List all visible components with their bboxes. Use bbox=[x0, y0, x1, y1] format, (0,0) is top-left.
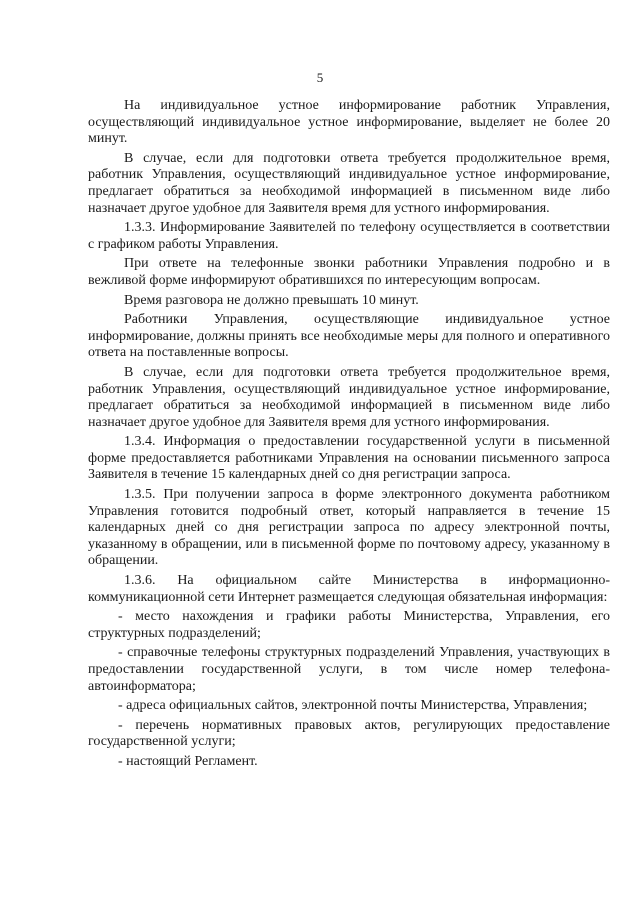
document-body bbox=[88, 98, 610, 774]
page-number: 5 bbox=[316, 70, 324, 85]
paragraph-staff-measures: Работники Управления, осуществляющие индивидуальное устное информирование, должны принять все необходимые меры для полного и оперативного ответа на поставленные вопросы. bbox=[88, 312, 610, 361]
list-item-regulation: - настоящий Регламент. bbox=[118, 753, 258, 769]
list-item-location: - место нахождения и графики работы Министерства, Управления, его структурных подразделений; bbox=[88, 609, 610, 641]
paragraph-call-duration: Время разговора не должно превышать 10 минут. bbox=[124, 292, 419, 308]
paragraph-extended-time: В случае, если для подготовки ответа требуется продолжительное время, работник Управления, осуществляющий индивидуальное устное информирование, предлагает обратиться за необходимой информацией в письменном виде либо назначает другое удобное для Заявителя время для устного информирования. bbox=[88, 150, 610, 216]
list-item-phones: - справочные телефоны структурных подразделений Управления, участвующих в предоставлении государственной услуги, в том числе номер телефона-автоинформатора; bbox=[88, 645, 610, 694]
paragraph-1-3-5: 1.3.5. При получении запроса в форме электронного документа работником Управления готовится подробный ответ, который направляется в течение 15 календарных дней со дня регистрации запроса по адресу электронной почты, указанному в обращении, или в письменной форме по почтовому адресу, указанному в обращении. bbox=[88, 487, 610, 569]
paragraph-1-3-6: 1.3.6. На официальном сайте Министерства в информационно-коммуникационной сети Интернет размещается следующая обязательная информация: bbox=[88, 573, 610, 605]
paragraph-1-3-3: 1.3.3. Информирование Заявителей по телефону осуществляется в соответствии с графиком работы Управления. bbox=[88, 220, 610, 252]
paragraph-extended-time-2: В случае, если для подготовки ответа требуется продолжительное время, работник Управления, осуществляющий индивидуальное устное информирование, предлагает обратиться за необходимой информацией в письменном виде либо назначает другое удобное для Заявителя время для устного информирования. bbox=[88, 364, 610, 430]
paragraph-phone-answers: При ответе на телефонные звонки работники Управления подробно и в вежливой форме информируют обратившихся по интересующим вопросам. bbox=[88, 256, 610, 288]
paragraph-1-3-4: 1.3.4. Информация о предоставлении государственной услуги в письменной форме предоставляется работниками Управления на основании письменного запроса Заявителя в течение 15 календарных дней со дня регистрации запроса. bbox=[88, 434, 610, 483]
list-item-legal-acts: - перечень нормативных правовых актов, регулирующих предоставление государственной услуги; bbox=[88, 717, 610, 750]
paragraph-oral-info-time: На индивидуальное устное информирование работник Управления, осуществляющий индивидуальное устное информирование, выделяет не более 20 минут. bbox=[88, 98, 610, 147]
list-item-addresses: - адреса официальных сайтов, электронной почты Министерства, Управления; bbox=[118, 698, 588, 714]
